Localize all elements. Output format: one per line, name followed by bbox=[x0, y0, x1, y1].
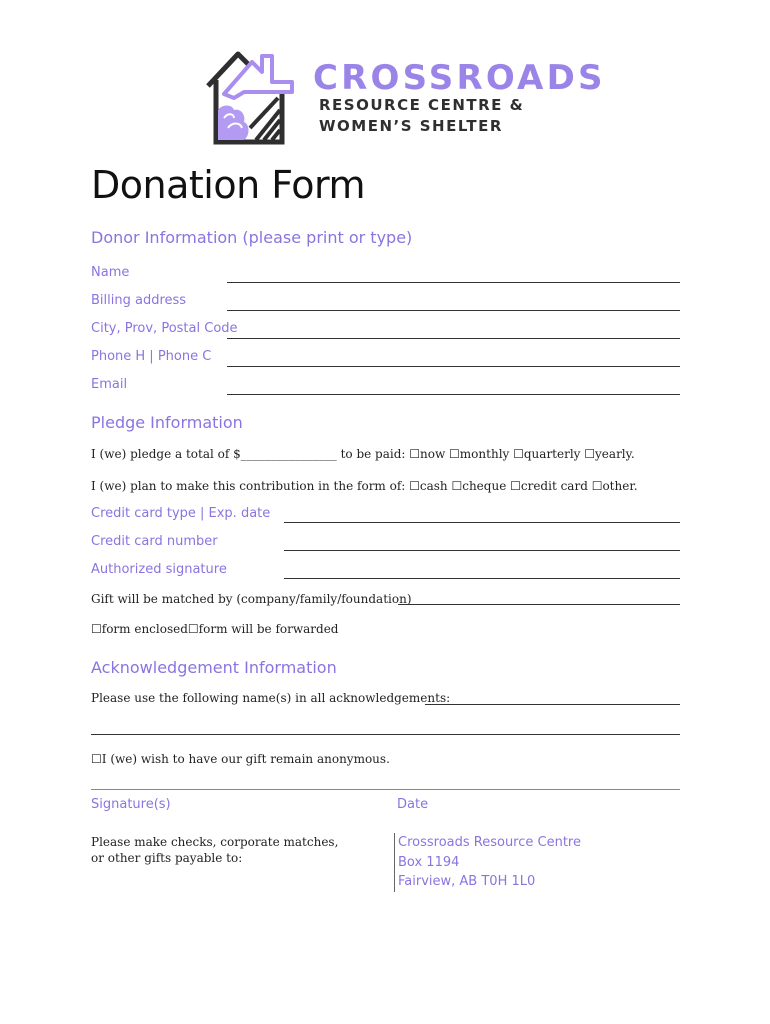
crossroads-house-logo-icon bbox=[200, 48, 300, 148]
city-prov-postal-label: City, Prov, Postal Code bbox=[91, 321, 238, 336]
city-prov-postal-field[interactable] bbox=[227, 338, 680, 339]
pledge-info-heading: Pledge Information bbox=[91, 413, 243, 432]
card-number-label: Credit card number bbox=[91, 534, 218, 549]
ack-names-field[interactable] bbox=[425, 704, 680, 705]
signature-date-line[interactable] bbox=[91, 789, 680, 790]
signature-label: Signature(s) bbox=[91, 797, 171, 812]
billing-address-field[interactable] bbox=[227, 310, 680, 311]
ack-names-label: Please use the following name(s) in all acknowledgements: bbox=[91, 691, 451, 705]
pledge-total-line[interactable]: I (we) pledge a total of $________________ to be paid: ☐now ☐monthly ☐quarterly ☐yearly. bbox=[91, 447, 635, 461]
name-field[interactable] bbox=[227, 282, 680, 283]
page-title: Donation Form bbox=[91, 163, 365, 207]
authorized-signature-field[interactable] bbox=[284, 578, 680, 579]
authorized-signature-label: Authorized signature bbox=[91, 562, 227, 577]
phone-label: Phone H | Phone C bbox=[91, 349, 212, 364]
payable-line-2: or other gifts payable to: bbox=[91, 851, 243, 865]
brand-line-2: RESOURCE CENTRE & bbox=[319, 96, 525, 114]
card-type-field[interactable] bbox=[284, 522, 680, 523]
payable-address bbox=[394, 833, 581, 892]
donor-info-heading: Donor Information (please print or type) bbox=[91, 228, 413, 247]
address-line-2: Box 1194 bbox=[398, 854, 460, 870]
gift-matched-field[interactable] bbox=[398, 604, 680, 605]
ack-names-field-2[interactable] bbox=[91, 734, 680, 735]
brand-name: CROSSROADS bbox=[313, 58, 606, 98]
contribution-form-line[interactable]: I (we) plan to make this contribution in the form of: ☐cash ☐cheque ☐credit card ☐other. bbox=[91, 479, 638, 493]
card-type-label: Credit card type | Exp. date bbox=[91, 506, 271, 521]
date-label: Date bbox=[397, 797, 429, 812]
address-line-3: Fairview, AB T0H 1L0 bbox=[398, 874, 536, 889]
email-field[interactable] bbox=[227, 394, 680, 395]
brand-line-3: WOMEN’S SHELTER bbox=[319, 117, 503, 135]
phone-field[interactable] bbox=[227, 366, 680, 367]
anonymous-checkbox-line[interactable]: ☐I (we) wish to have our gift remain anonymous. bbox=[91, 752, 390, 766]
gift-matched-label: Gift will be matched by (company/family/foundation) bbox=[91, 592, 412, 606]
address-line-1: Crossroads Resource Centre bbox=[398, 835, 581, 850]
payable-line-1: Please make checks, corporate matches, bbox=[91, 835, 339, 849]
ack-info-heading: Acknowledgement Information bbox=[91, 658, 337, 677]
name-label: Name bbox=[91, 265, 130, 280]
form-options-line[interactable]: ☐form enclosed☐form will be forwarded bbox=[91, 622, 339, 636]
email-label: Email bbox=[91, 377, 128, 392]
billing-address-label: Billing address bbox=[91, 293, 187, 308]
card-number-field[interactable] bbox=[284, 550, 680, 551]
